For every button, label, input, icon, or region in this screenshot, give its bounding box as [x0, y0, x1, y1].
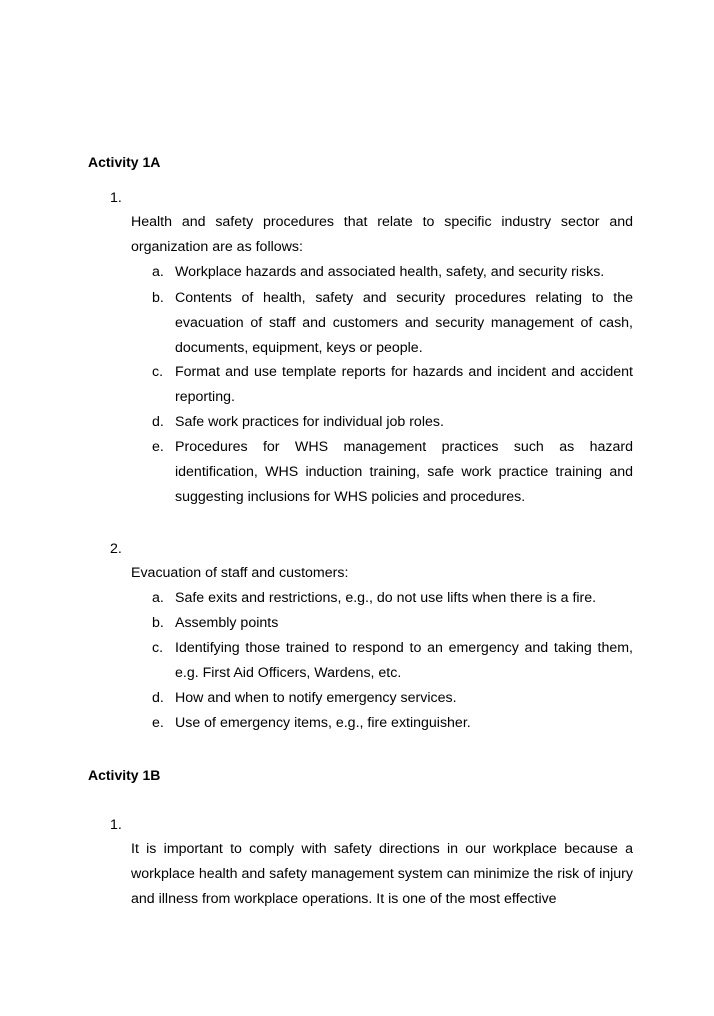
list-item-text: Procedures for WHS management practices such as hazard identification, WHS induction training, safe work practice training and suggesting inclusions for WHS policies and procedures.: [175, 439, 633, 506]
question-1a-2-intro: Evacuation of staff and customers:: [131, 565, 349, 581]
list-item-letter: a.: [152, 590, 164, 606]
list-item-text: Contents of health, safety and security procedures relating to the evacuation of staff and customers and security management of cash, documents, equipment, keys or people.: [175, 290, 633, 357]
list-item-text: Identifying those trained to respond to an emergency and taking them, e.g. First Aid Officers, Wardens, etc.: [175, 640, 633, 682]
question-1a-1-number: 1.: [110, 190, 122, 206]
question-1a-1-intro: Health and safety procedures that relate to specific industry sector and organization are as follows:: [131, 214, 633, 255]
list-item: [152, 260, 633, 285]
question-1b-1-text: It is important to comply with safety directions in our workplace because a workplace health and safety management system can minimize the risk of injury and illness from workplace operations. It is one of the most effective: [131, 841, 633, 908]
list-item: [152, 611, 633, 636]
activity-1a-heading: Activity 1A: [88, 154, 161, 170]
list-item-letter: d.: [152, 414, 164, 430]
list-item: [152, 711, 633, 736]
list-item-letter: b.: [152, 290, 164, 306]
list-item-letter: c.: [152, 640, 164, 656]
list-item: [152, 586, 633, 611]
list-item: [152, 360, 633, 410]
list-item: [152, 286, 633, 362]
list-item: [152, 435, 633, 511]
list-item-letter: c.: [152, 364, 164, 380]
list-item-text: Assembly points: [175, 615, 279, 631]
list-item-letter: e.: [152, 715, 164, 731]
list-item-text: Safe exits and restrictions, e.g., do not use lifts when there is a fire.: [175, 590, 597, 606]
list-item-text: Format and use template reports for hazards and incident and accident reporting.: [175, 364, 633, 406]
list-item-text: How and when to notify emergency services.: [175, 690, 457, 706]
list-item-letter: b.: [152, 615, 164, 631]
list-item-letter: a.: [152, 264, 164, 280]
list-item-text: Use of emergency items, e.g., fire extinguisher.: [175, 715, 471, 731]
list-item: [152, 686, 633, 711]
list-item: [152, 410, 633, 435]
list-item-text: Safe work practices for individual job roles.: [175, 414, 444, 430]
list-item-letter: d.: [152, 690, 164, 706]
question-1b-1-number: 1.: [110, 817, 122, 833]
list-item-text: Workplace hazards and associated health, safety, and security risks.: [175, 264, 605, 280]
question-1a-2-number: 2.: [110, 541, 122, 557]
activity-1b-heading: Activity 1B: [88, 767, 161, 783]
list-item: [152, 636, 633, 686]
list-item-letter: e.: [152, 439, 164, 455]
